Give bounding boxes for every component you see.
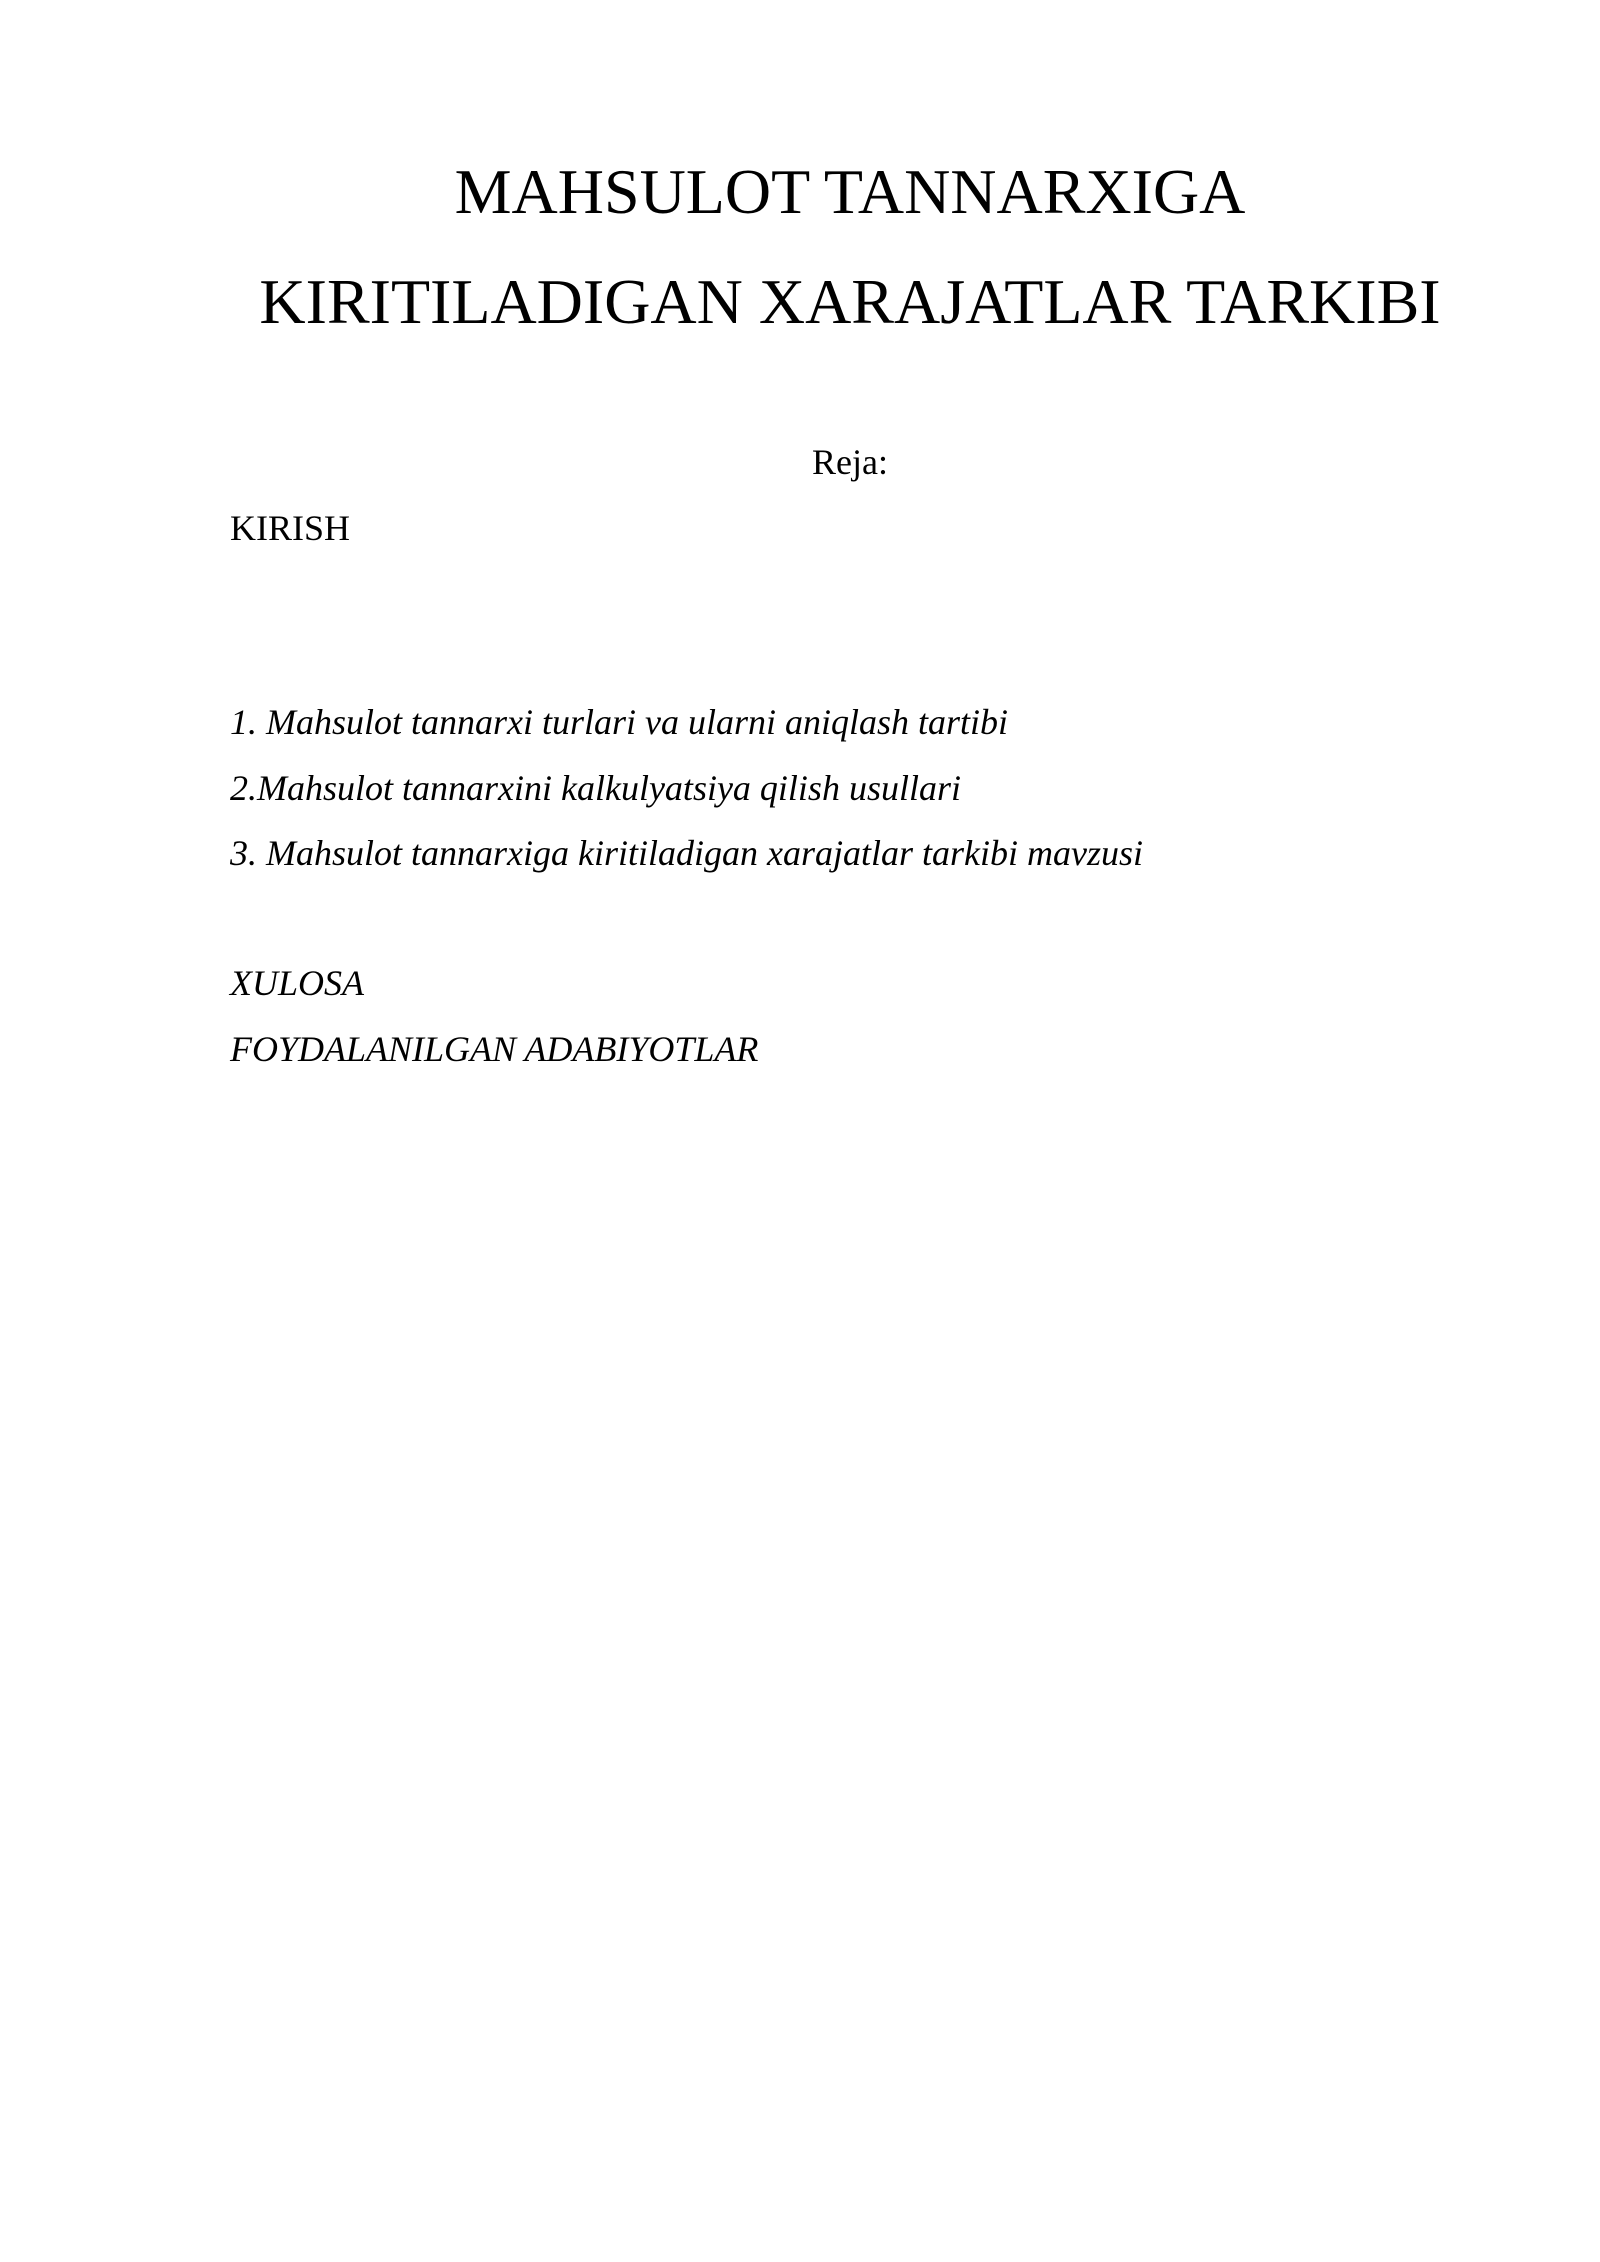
document-title-line-1: MAHSULOT TANNARXIGA [454,156,1246,227]
introduction-heading: KIRISH [230,508,351,548]
conclusion-heading: XULOSA [230,963,364,1003]
document-title-line-2: KIRITILADIGAN XARAJATLAR TARKIBI [259,266,1441,337]
plan-item-2: 2.Mahsulot tannarxini kalkulyatsiya qilish usullari [230,768,961,808]
references-heading: FOYDALANILGAN ADABIYOTLAR [230,1029,759,1069]
plan-item-1: 1. Mahsulot tannarxi turlari va ularni aniqlash tartibi [230,702,1009,742]
plan-heading: Reja: [812,442,888,482]
plan-item-3: 3. Mahsulot tannarxiga kiritiladigan xarajatlar tarkibi mavzusi [230,833,1143,873]
